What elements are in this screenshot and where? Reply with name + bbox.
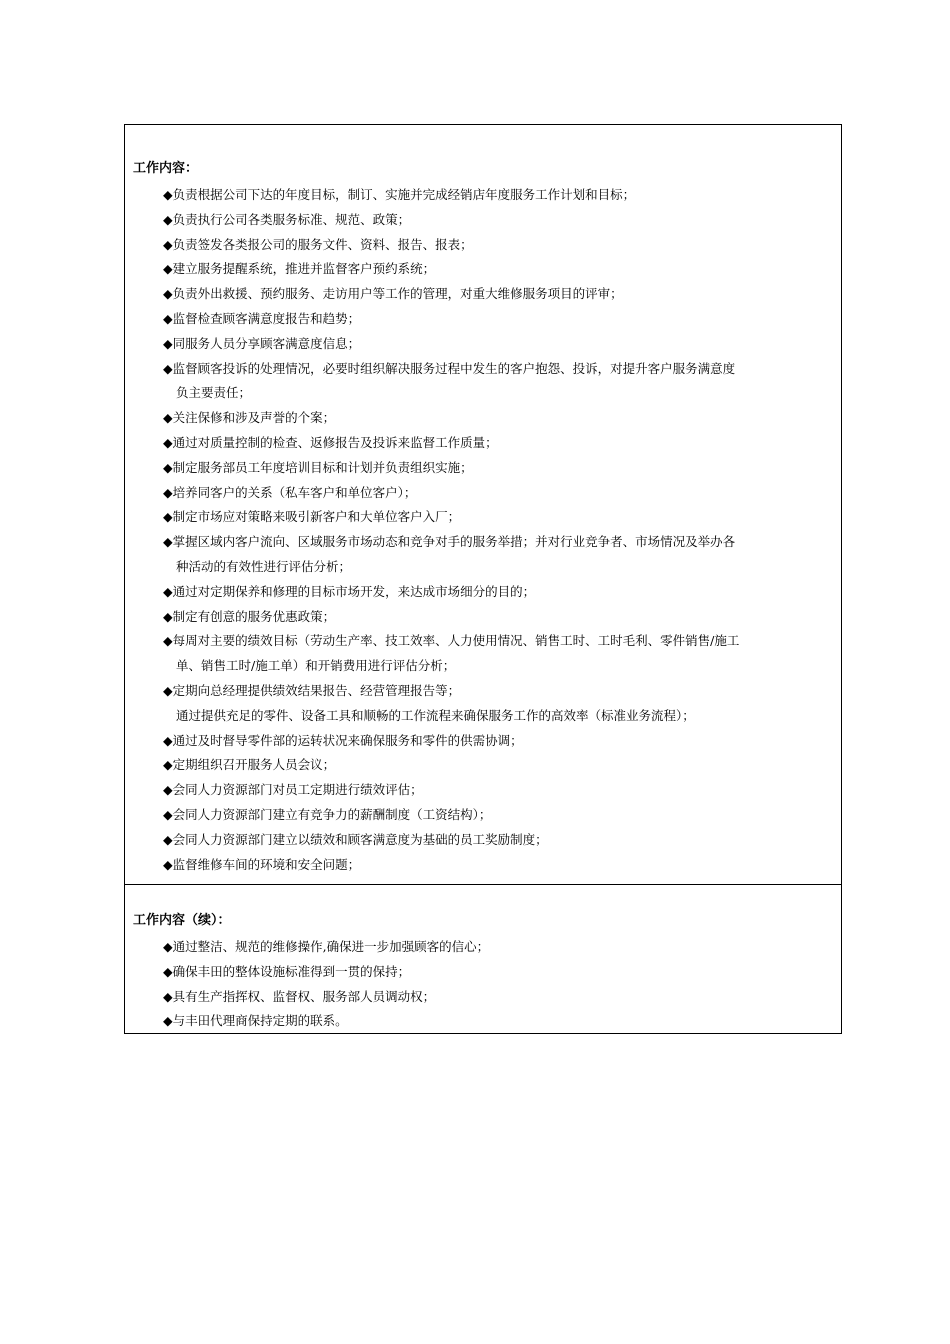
list-item-text: ◆会同人力资源部门对员工定期进行绩效评估；: [163, 782, 423, 798]
list-item-continuation: 负主要责任；: [176, 385, 252, 401]
list-item-text: ◆具有生产指挥权、监督权、服务部人员调动权；: [163, 988, 436, 1004]
list-item-text: ◆会同人力资源部门建立有竞争力的薪酬制度（工资结构）；: [163, 806, 492, 822]
job-content-section: [125, 125, 841, 885]
list-item: [163, 605, 833, 630]
list-item: [163, 853, 833, 878]
list-item: [163, 679, 833, 704]
list-item-text: ◆同服务人员分享顾客满意度信息；: [163, 335, 361, 351]
list-item: [163, 828, 833, 853]
list-item: [163, 1009, 833, 1034]
list-item-text: ◆监督检查顾客满意度报告和趋势；: [163, 310, 361, 326]
list-item: [163, 431, 833, 456]
list-item-text: ◆制定有创意的服务优惠政策；: [163, 608, 336, 624]
list-item-text: ◆通过整洁、规范的维修操作,确保进一步加强顾客的信心；: [163, 939, 490, 954]
list-item-text: ◆通过及时督导零件部的运转状况来确保服务和零件的供需协调；: [163, 732, 523, 748]
list-item-text: ◆负责签发各类报公司的服务文件、资料、报告、报表；: [163, 236, 473, 252]
list-item: [163, 282, 833, 307]
list-item: [163, 257, 833, 282]
list-item: [163, 580, 833, 605]
list-item: [163, 629, 833, 679]
list-item-text: ◆掌握区域内客户流向、区域服务市场动态和竞争对手的服务举措；并对行业竞争者、市场情况及举办各: [163, 534, 736, 550]
job-content-continued-list: [133, 935, 833, 1034]
list-item: 通过提供充足的零件、设备工具和顺畅的工作流程来确保服务工作的高效率（标准业务流程）；: [176, 707, 695, 723]
list-item-text: ◆通过对定期保养和修理的目标市场开发，来达成市场细分的目的；: [163, 583, 536, 599]
list-item: [163, 803, 833, 828]
list-item-text: ◆定期向总经理提供绩效结果报告、经营管理报告等；: [163, 682, 461, 698]
section-heading-continued: 工作内容（续）：: [133, 913, 231, 928]
list-item-text: ◆建立服务提醒系统，推进并监督客户预约系统；: [163, 261, 436, 277]
list-item: [163, 481, 833, 506]
list-item-text: ◆制定市场应对策略来吸引新客户和大单位客户入厂；: [163, 509, 461, 525]
list-item-text: ◆负责根据公司下达的年度目标，制订、实施并完成经销店年度服务工作计划和目标；: [163, 187, 636, 202]
list-item: [163, 332, 833, 357]
section-heading: 工作内容：: [133, 161, 199, 176]
list-item: [163, 208, 833, 233]
list-item: [163, 960, 833, 985]
list-item: [163, 729, 833, 754]
job-content-list: [133, 183, 833, 877]
list-item: [163, 778, 833, 803]
list-item-continuation: 单、销售工时/施工单）和开销费用进行评估分析；: [176, 658, 456, 674]
list-item: [163, 406, 833, 431]
list-item-text: ◆负责执行公司各类服务标准、规范、政策；: [163, 211, 411, 227]
list-item: [163, 183, 833, 208]
job-content-continued-section: [125, 885, 841, 1033]
list-item-text: ◆会同人力资源部门建立以绩效和顾客满意度为基础的员工奖励制度；: [163, 831, 548, 847]
list-item-text: ◆每周对主要的绩效目标（劳动生产率、技工效率、人力使用情况、销售工时、工时毛利、零件销售/施工: [163, 633, 740, 649]
list-item-text: ◆监督顾客投诉的处理情况，必要时组织解决服务过程中发生的客户抱怨、投诉，对提升客户服务满意度: [163, 360, 736, 376]
list-item-text: ◆通过对质量控制的检查、返修报告及投诉来监督工作质量；: [163, 434, 498, 450]
list-item: [163, 233, 833, 258]
list-item-text: ◆监督维修车间的环境和安全问题；: [163, 856, 361, 872]
list-item: [163, 307, 833, 332]
job-description-table: [124, 124, 842, 1034]
list-item-text: ◆与丰田代理商保持定期的联系。: [163, 1013, 348, 1029]
list-item: [163, 505, 833, 530]
list-item: [163, 530, 833, 580]
list-item-text: ◆关注保修和涉及声誉的个案；: [163, 410, 336, 426]
list-item-text: ◆培养同客户的关系（私车客户和单位客户）；: [163, 484, 417, 500]
list-item-continuation: 种活动的有效性进行评估分析；: [176, 558, 352, 574]
list-item-text: ◆确保丰田的整体设施标准得到一贯的保持；: [163, 963, 411, 979]
list-item-text: ◆负责外出救援、预约服务、走访用户等工作的管理，对重大维修服务项目的评审；: [163, 286, 623, 302]
list-item: [163, 456, 833, 481]
list-item: [163, 935, 833, 960]
list-item-text: ◆制定服务部员工年度培训目标和计划并负责组织实施；: [163, 459, 473, 475]
list-item: [163, 985, 833, 1010]
list-item: [163, 357, 833, 407]
list-item-text: ◆定期组织召开服务人员会议；: [163, 757, 336, 773]
list-item: [163, 753, 833, 778]
